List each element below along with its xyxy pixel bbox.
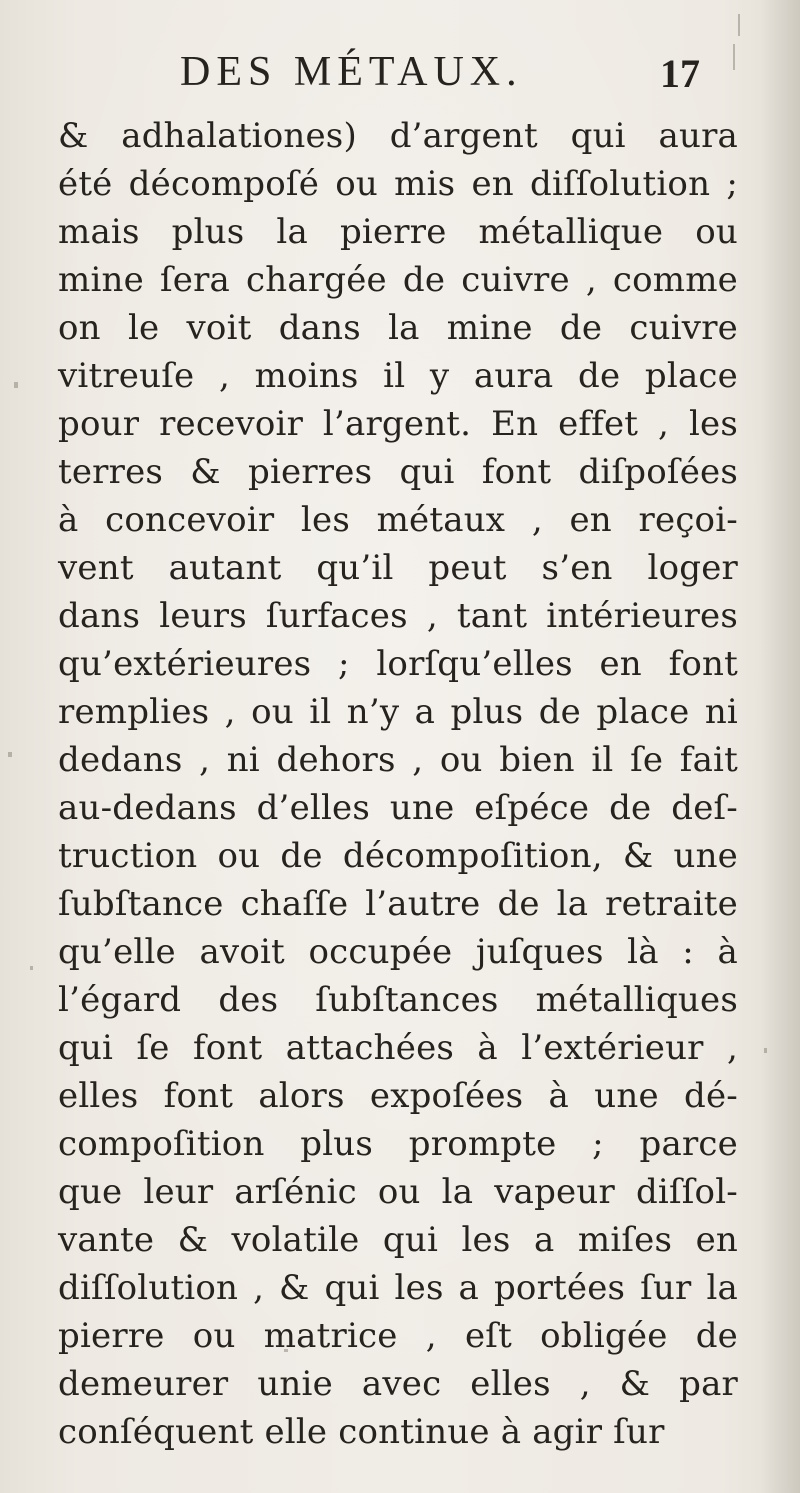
text-line: vitreuſe , moins il y aura de place: [58, 356, 738, 396]
text-line: pour recevoir l’argent. En effet , les: [58, 404, 738, 444]
text-line: dedans , ni dehors , ou bien il ſe fait: [58, 740, 738, 780]
text-line: l’égard des ſubſtances métalliques: [58, 980, 738, 1020]
text-line: mine ſera chargée de cuivre , comme: [58, 260, 738, 300]
text-line: conſéquent elle continue à agir ſur: [58, 1412, 665, 1452]
text-line: diſſolution , & qui les a portées ſur la: [58, 1268, 738, 1308]
paper-speck: [738, 14, 740, 36]
text-line: on le voit dans la mine de cuivre: [58, 308, 738, 348]
text-line: demeurer unie avec elles , & par: [58, 1364, 738, 1404]
paper-speck: [30, 966, 33, 970]
text-line: elles font alors expoſées à une dé-: [58, 1076, 738, 1116]
body-text: [58, 112, 738, 1456]
text-line: compoſition plus prompte ; parce: [58, 1124, 738, 1164]
text-line: qu’extérieures ; lorſqu’elles en font: [58, 644, 738, 684]
text-line: à concevoir les métaux , en reçoi-: [58, 500, 738, 540]
page-edge-shadow: [760, 0, 800, 1493]
text-line: terres & pierres qui font diſpoſées: [58, 452, 738, 492]
text-line: qu’elle avoit occupée juſques là : à: [58, 932, 738, 972]
paper-speck: [733, 44, 735, 70]
text-line: qui ſe font attachées à l’extérieur ,: [58, 1028, 738, 1068]
paper-speck: [764, 1048, 767, 1053]
paper-speck: [14, 382, 18, 388]
page-number: 17: [660, 51, 700, 96]
text-line: mais plus la pierre métallique ou: [58, 212, 738, 252]
text-line: vent autant qu’il peut s’en loger: [58, 548, 738, 588]
text-line: été décompoſé ou mis en diſſolution ;: [58, 164, 738, 204]
paper-speck: [8, 752, 12, 757]
text-line: truction ou de décompoſition, & une: [58, 836, 738, 876]
text-line: que leur arſénic ou la vapeur diſſol-: [58, 1172, 738, 1212]
text-line: dans leurs ſurfaces , tant intérieures: [58, 596, 738, 636]
text-line: au-dedans d’elles une eſpéce de deſ-: [58, 788, 738, 828]
paper-speck: [284, 1349, 288, 1352]
text-line: pierre ou matrice , eſt obligée de: [58, 1316, 738, 1356]
running-head-title: DES MÉTAUX.: [180, 49, 523, 95]
text-line: & adhalationes) d’argent qui aura: [58, 116, 738, 156]
running-head: [140, 48, 700, 108]
text-line: ſubſtance chaſſe l’autre de la retraite: [58, 884, 738, 924]
text-line: remplies , ou il n’y a plus de place ni: [58, 692, 738, 732]
text-line: vante & volatile qui les a miſes en: [58, 1220, 738, 1260]
